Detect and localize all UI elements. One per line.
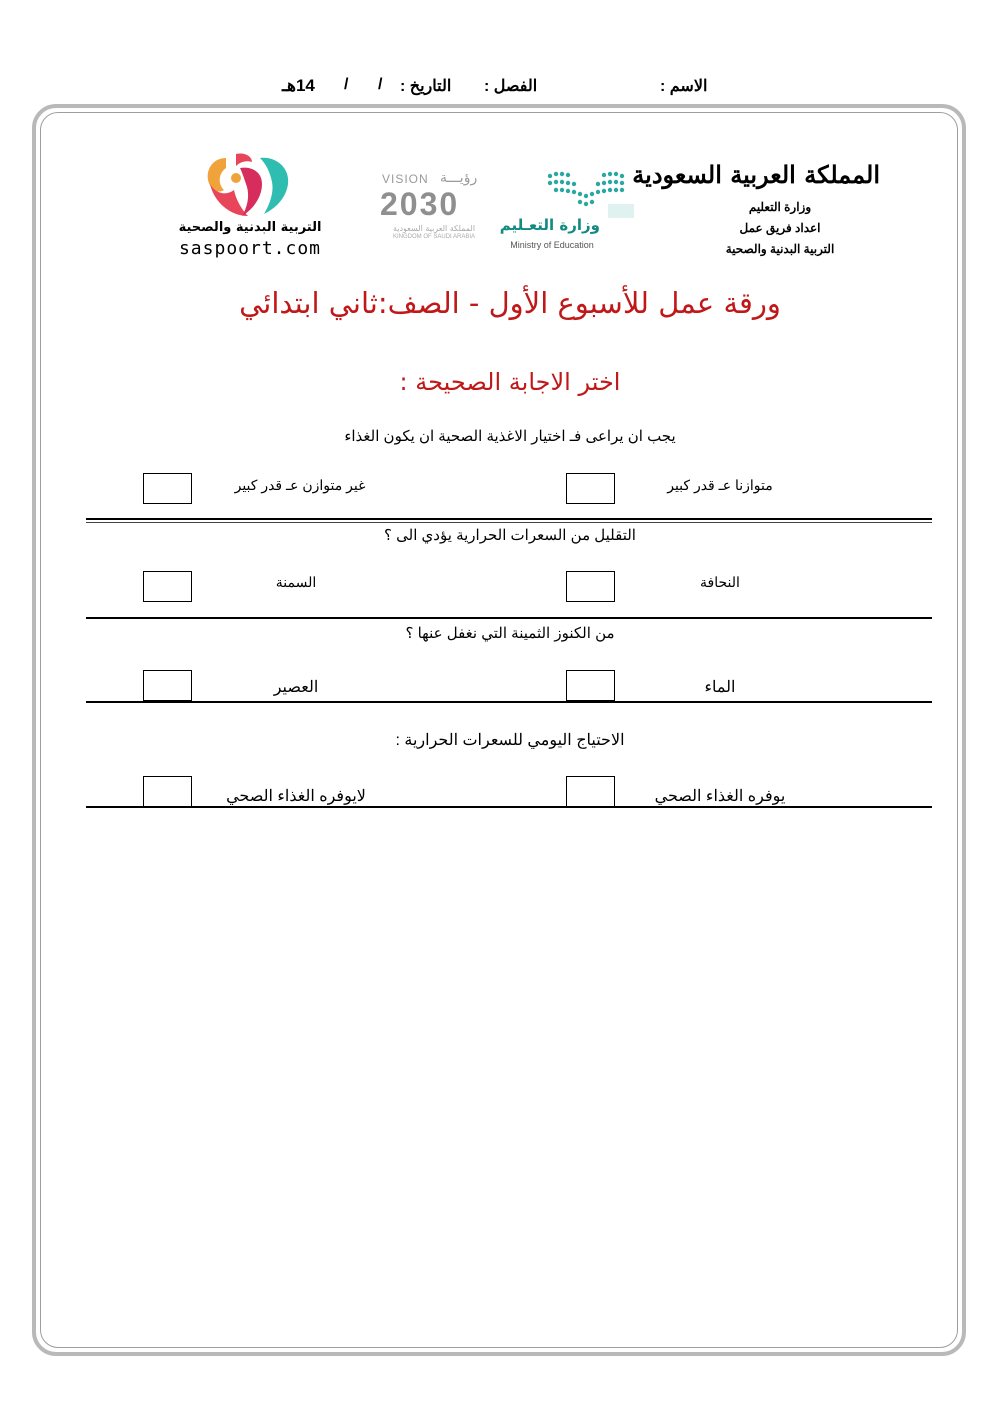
date-separator: / bbox=[344, 76, 349, 93]
vision-arabic: رؤيـــة bbox=[440, 170, 478, 186]
kingdom-calligraphy: المملكة العربية السعودية bbox=[632, 160, 880, 189]
vision-2030-logo bbox=[378, 172, 498, 244]
question-text: يجب ان يراعى فـ اختيار الاغذية الصحية ان يكون الغذاء bbox=[344, 428, 676, 445]
divider bbox=[86, 522, 932, 523]
question-text: الاحتياج اليومي للسعرات الحرارية : bbox=[395, 732, 625, 749]
vision-ksa-arabic: المملكة العربية السعودية bbox=[392, 224, 476, 233]
moe-logo bbox=[500, 160, 640, 260]
divider bbox=[86, 806, 932, 808]
question-text: من الكنوز الثمينة التي نغفل عنها ؟ bbox=[405, 625, 615, 642]
saspoort-emblem-icon bbox=[196, 150, 300, 222]
saspoort-emblem bbox=[196, 150, 300, 222]
divider bbox=[86, 617, 932, 619]
answer-checkbox[interactable] bbox=[143, 473, 192, 504]
question-text: التقليل من السعرات الحرارية يؤدي الى ؟ bbox=[384, 527, 636, 544]
option-label: الماء bbox=[704, 679, 736, 696]
ministry-label: وزارة التعليم bbox=[748, 200, 812, 214]
option-label: متوازنا عـ قدر كبير bbox=[667, 477, 773, 493]
option-label: لايوفره الغذاء الصحي bbox=[226, 788, 366, 805]
name-label: الاسم : bbox=[660, 78, 708, 95]
saspoort-url: saspoort.com bbox=[178, 238, 322, 259]
instruction-heading: اختر الاجابة الصحيحة : bbox=[399, 368, 621, 396]
vision-year: 2030 bbox=[380, 186, 460, 222]
moe-arabic: وزارة التعـليم bbox=[499, 216, 600, 234]
moe-english: Ministry of Education bbox=[510, 240, 594, 250]
option-label: السمنة bbox=[275, 574, 317, 590]
answer-checkbox[interactable] bbox=[143, 670, 192, 701]
answer-checkbox[interactable] bbox=[143, 571, 192, 602]
option-label: النحافة bbox=[700, 574, 740, 590]
worksheet-title: ورقة عمل للأسبوع الأول - الصف:ثاني ابتدائي bbox=[239, 286, 781, 320]
divider bbox=[86, 518, 932, 520]
answer-checkbox[interactable] bbox=[566, 670, 615, 701]
answer-checkbox[interactable] bbox=[566, 473, 615, 504]
option-label: يوفره الغذاء الصحي bbox=[654, 788, 786, 805]
vision-english: VISION bbox=[382, 172, 429, 186]
answer-checkbox[interactable] bbox=[143, 776, 192, 807]
class-label: الفصل : bbox=[484, 78, 538, 95]
date-separator: / bbox=[378, 76, 383, 93]
moe-dots-icon bbox=[500, 160, 640, 220]
date-label: التاريخ : bbox=[400, 78, 452, 95]
divider bbox=[86, 701, 932, 703]
year-hijri: 14هـ bbox=[282, 76, 315, 95]
answer-checkbox[interactable] bbox=[566, 571, 615, 602]
option-label: غير متوازن عـ قدر كبير bbox=[234, 477, 366, 493]
team-label: اعداد فريق عمل bbox=[739, 221, 821, 235]
vision-ksa-english: KINGDOM OF SAUDI ARABIA bbox=[392, 234, 475, 240]
option-label: العصير bbox=[273, 679, 319, 696]
subject-label: التربية البدنية والصحية bbox=[725, 242, 835, 256]
saspoort-arabic: التربية البدنية والصحية bbox=[178, 220, 322, 235]
answer-checkbox[interactable] bbox=[566, 776, 615, 807]
